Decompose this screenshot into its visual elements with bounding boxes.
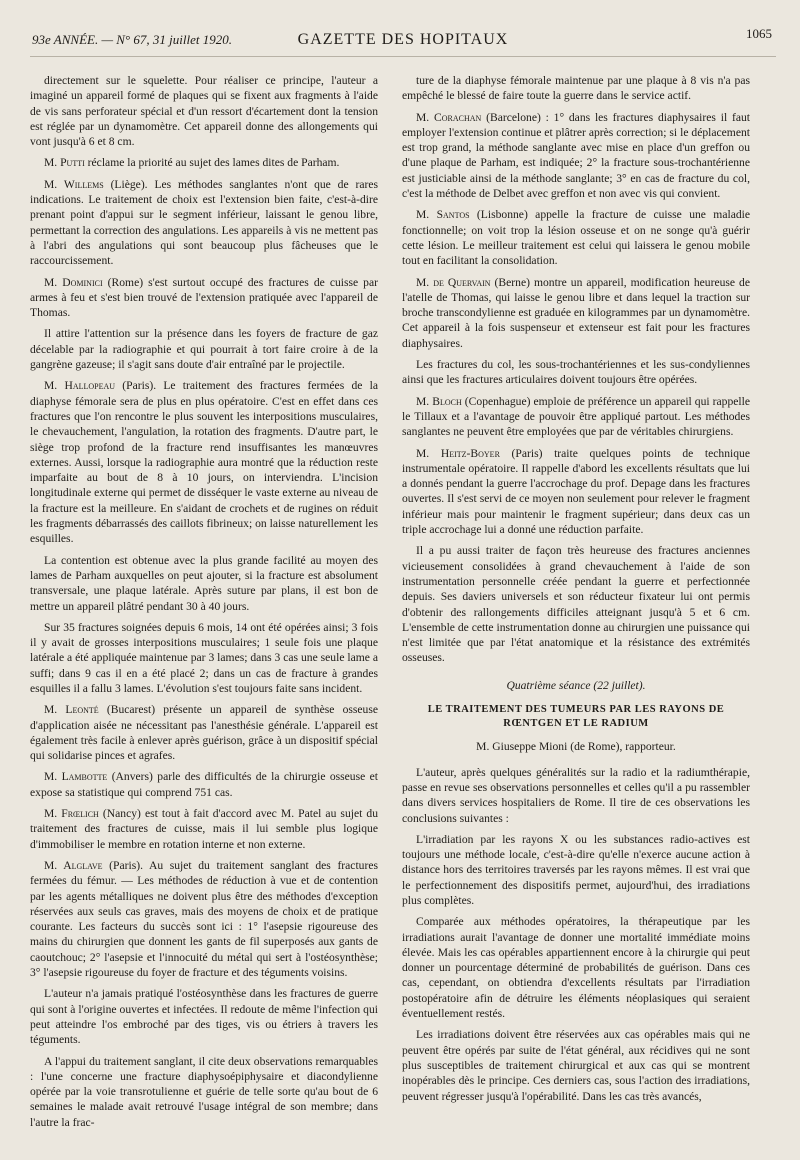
paragraph-text: ture de la diaphyse fémorale maintenue par une plaque à 8 vis n'a pas empêché le blessé de faire toute la guerre dans le service actif. — [402, 74, 750, 103]
speaker-name: M. Lambotte — [44, 770, 108, 784]
speaker-name: M. Corachan — [416, 110, 482, 124]
paragraph — [402, 832, 750, 908]
paragraph — [402, 357, 750, 388]
paragraph — [30, 155, 378, 170]
paragraph-text: (Barcelone) : 1° dans les fractures diaphysaires il faut employer l'extension continue et plâtrer après correction; si le déplacement est trop grand, la méthode sanglante avec mise en place d'un greffon ou d'une plaque de Parham, est indiquée; 2° la fracture sous-trochantérienne est justiciable ainsi de la méthode sanglante; 3° en cas de fracture du col, c'est la méthode de Delbet avec greffon et non avec vis qui convient. — [402, 110, 750, 201]
paragraph-text: A l'appui du traitement sanglant, il cite deux observations remarquables : l'une concerne une fracture diaphysoépiphysaire et diacondylienne opérée par la voie transrotulienne et guérie de telle sorte qu'au bout de 6 semaines le malade avait retrouvé l'usage intégral de son membre; dans l'autre la frac- — [30, 1054, 378, 1129]
paragraph-text: La contention est obtenue avec la plus grande facilité au moyen des lames de Parham auxquelles on peut ajouter, si la fracture est absolument transversale, une plaque latérale. Après suture par plans, il est bon de mettre un appareil plâtré pendant 30 à 40 jours. — [30, 553, 378, 613]
paragraph-text: Les fractures du col, les sous-trochantériennes et les sus-condyliennes ainsi que les fractures articulaires doivent toujours être opérées. — [402, 358, 750, 387]
paragraph — [402, 765, 750, 826]
speaker-name: M. Willems — [44, 177, 104, 191]
paragraph-text: Les irradiations doivent être réservées aux cas opérables mais qui ne peuvent être opérés par suite de l'état général, aux récidives qui ne sont plus susceptibles de traitement chirurgical et aux cas qui se montrent inopérables dès le principe. Ces derniers cas, sous l'action des irradiations, peuvent régresser jusqu'à l'opérabilité. Dans les cas très avancés, — [402, 1028, 750, 1103]
speaker-name: M. de Quervain — [416, 275, 491, 289]
speaker-name: M. Putti — [44, 156, 85, 170]
paragraph — [402, 275, 750, 351]
paragraph — [30, 326, 378, 372]
paragraph — [402, 1027, 750, 1103]
paragraph-text: (Berne) montre un appareil, modification heureuse de l'atelle de Thomas, qui laisse le genou libre et dans lequel la traction sur broche transcondylienne est graduée en kilogrammes par un dynamomètre. Cet appareil à la fois suspenseur et extenseur est fait pour les fractures diaphysaires. — [402, 275, 751, 350]
paragraph-text: (Bucarest) présente un appareil de synthèse osseuse d'application aisée ne nécessitant pas l'anesthésie générale. L'appareil est également très facile à enlever après guérison, grâce à un dispositif spécial qui solidarise pinces et agrafes. — [30, 703, 379, 763]
paragraph — [402, 110, 750, 202]
paragraph-text: Sur 35 fractures soignées depuis 6 mois, 14 ont été opérées ainsi; 3 fois il y avait de grosses interpositions musculaires; 1 seule fois une plaque latérale a été appliquée maintenue par 3 lames; dans 3 cas une seule lame a suffi; dans 9 cas il en a été placé 2; dans un cas de fracture à grandes esquilles il a fallu 3 lames. L'évolution s'est toujours faite sans incident. — [30, 620, 378, 695]
speaker-name: M. Bloch — [416, 394, 462, 408]
paragraph — [402, 446, 750, 538]
paragraph — [30, 378, 378, 546]
paragraph-text: L'auteur n'a jamais pratiqué l'ostéosynthèse dans les fractures de guerre qui sont à l'origine ouvertes et infectées. Il redoute de même l'infection qui peut atteindre l'os embroché par des tiges, vis ou étriers à travers les téguments. — [30, 987, 378, 1047]
page-header — [30, 26, 776, 57]
speaker-name: M. Heitz-Boyer — [416, 446, 500, 460]
paragraph — [30, 769, 378, 800]
paragraph-text: (Copenhague) emploie de préférence un appareil qui rappelle le Tillaux et a l'avantage de pouvoir être appliqué partout. Les méthodes sanglantes ne peuvent être employées que par de véritables chirurgiens. — [402, 394, 750, 439]
right-column — [402, 73, 750, 1136]
paragraph — [30, 275, 378, 321]
paragraph-text: Il attire l'attention sur la présence dans les foyers de fracture de gaz décelable par la radiographie et qui pourrait à tort faire croire à de la gangrène gazeuse; il s'agit sans doute d'air entraîné par le projectile. — [30, 327, 378, 372]
paragraph — [30, 986, 378, 1047]
paragraph — [30, 702, 378, 763]
paragraph — [30, 177, 378, 269]
paragraph-text: (Paris) traite quelques points de technique instrumentale opératoire. Il rappelle d'abord les excellents résultats que lui a donnés pendant la guerre l'accrochage du prof. Depage dans les fractures ouvertes. Il s'est servi de ce moyen non seulement pour relever le fragment inférieur mais pour maintenir le fragment supérieur; dans deux cas un triple accrochage lui a donné une réduction parfaite. — [402, 446, 750, 537]
paragraph — [402, 543, 750, 665]
speaker-name: M. Santos — [416, 208, 470, 222]
paragraph-text: Comparée aux méthodes opératoires, la thérapeutique par les irradiations aurait l'avantage de donner une mortalité immédiate moins élevée. Mais les cas opérables appartiennent encore à la chirurgie qui peut donner un pourcentage déterminé de probabilités de guérison. Dans ces cas, cependant, on obtiendra d'excellents résultats par l'irradiation postopératoire afin de détruire les éléments néoplasiques qui seraient éventuellement restés. — [402, 915, 750, 1021]
journal-title: GAZETTE DES HOPITAUX — [297, 31, 509, 48]
paragraph-text: Il a pu aussi traiter de façon très heureuse des fractures anciennes vicieusement consolidées à grand chevauchement à l'aide de son instrumentation personnelle créée pendant la guerre et perfectionnée depuis. Ses daviers universels et son réducteur fixateur lui ont permis d'obtenir des rallongements difficiles atteignant jusqu'à 5 et 6 cm. L'ensemble de cette instrumentation donne au chirurgien une puissance qui n'est limitée que par l'état anatomique et la résistance des extrémités osseuses. — [402, 544, 750, 665]
paragraph — [30, 553, 378, 614]
left-column — [30, 73, 378, 1136]
right-column-top — [402, 73, 750, 666]
section-title: LE TRAITEMENT DES TUMEURS PAR LES RAYONS DE RŒNTGEN ET LE RADIUM — [427, 703, 725, 730]
paragraph-text: directement sur le squelette. Pour réaliser ce principe, l'auteur a imaginé un appareil formé de plaques qui se fixent aux fragments à l'aide de vis sans perforateur spécial et d'un ressort d'écartement dont la tension est réglée par un dynamomètre. Cet appareil donne des allongements qui vont jusqu'à 6 et 8 cm. — [30, 74, 378, 149]
paragraph-text: (Rome) s'est surtout occupé des fractures de cuisse par armes à feu et s'est bien trouvé de l'extension pratiquée avec l'appareil de Thomas. — [30, 275, 378, 320]
rapporteur-line: M. Giuseppe Mioni (de Rome), rapporteur. — [476, 740, 676, 754]
paragraph-text: (Paris). Le traitement des fractures fermées de la diaphyse fémorale sera de plus en plus opératoire. C'est en effet dans ces fractures que l'on rencontre le plus souvent les interpositions musculaires, le chevauchement, l'angulation, la rotation des fragments. D'autre part, le siège trop profond de la fracture rend insuffisantes les manœuvres externes. Aussi, lorsque la radiographie aura montré que la réduction reste imparfaite au bout de 8 à 10 jours, on interviendra. L'incision longitudinale externe qui permet de disséquer le vaste externe au niveau de la fracture est la meilleure. En s'aidant de crochets et de rugines on réduit les fragments débarrassés des caillots fibrineux; on laisse naturellement les esquilles. — [30, 379, 378, 546]
paragraph — [30, 806, 378, 852]
paragraph — [402, 207, 750, 268]
paragraph-text: réclame la priorité au sujet des lames dites de Parham. — [84, 156, 340, 170]
paragraph — [30, 858, 378, 980]
paragraph — [402, 914, 750, 1021]
paragraph — [402, 73, 750, 104]
paragraph-text: L'auteur, après quelques généralités sur la radio et la radiumthérapie, passe en revue ses observations personnelles et celles qu'il a pu rassembler dans divers services hospitaliers de Rome. Il tire de ces observations les conclusions suivantes : — [402, 765, 750, 825]
paragraph-text: L'irradiation par les rayons X ou les substances radio-actives est toujours une méthode locale, c'est-à-dire qu'elle n'exerce aucune action à distance hors des territoires traversés par les rayons mêmes. Il est vrai que le perfectionnement des dispositifs permet, aujourd'hui, des irradiations plus complètes. — [402, 832, 750, 907]
speaker-name: M. Alglave — [44, 858, 103, 872]
paragraph-text: (Lisbonne) appelle la fracture de cuisse une maladie fonctionnelle; on voit trop la lésion osseuse et on ne songe qu'à guérir cette lésion. Le meilleur traitement est celui qui laissera le genou mobile tout en facilitant la consolidation. — [402, 208, 751, 268]
page-number: 1065 — [746, 26, 772, 41]
speaker-name: M. Dominici — [44, 275, 103, 289]
speaker-name: M. Frœlich — [44, 807, 99, 821]
paragraph-text: (Nancy) est tout à fait d'accord avec M. Patel au sujet du traitement des fractures de cuisse, mais il lui semble plus logique d'immobiliser le membre en rotation interne et non externe. — [30, 807, 378, 851]
paragraph-text: (Paris). Au sujet du traitement sanglant des fractures fermées du fémur. — Les méthodes de réduction à vue et de contention par les agents métalliques ne doivent plus être des méthodes d'exception réservées aux seuls cas graves, mais des moyens de choix et de pratique courante. Les facteurs du succès sont ici : 1° l'asepsie rigoureuse des mains du chirurgien que donnent les gants de fil superposés aux gants de caoutchouc; 2° l'asepsie et l'innocuité du métal qui sert à l'ostéosynthèse; 3° l'asepsie rigoureuse du foyer de fracture et des téguments voisins. — [30, 858, 378, 980]
speaker-name: M. Hallopeau — [44, 379, 116, 393]
paragraph — [30, 1054, 378, 1130]
paragraph-text: (Anvers) parle des difficultés de la chirurgie osseuse et expose sa statistique qui comprend 751 cas. — [30, 770, 378, 799]
issue-info: 93e ANNÉE. — N° 67, 31 juillet 1920. — [32, 32, 232, 47]
speaker-name: M. Leonté — [44, 703, 99, 717]
session-heading: Quatrième séance (22 juillet). — [506, 678, 646, 692]
paragraph — [30, 73, 378, 149]
right-column-bottom — [402, 765, 750, 1104]
paragraph — [30, 620, 378, 696]
paragraph-text: (Liège). Les méthodes sanglantes n'ont que de rares indications. Le traitement de choix est l'extension bien faite, c'est-à-dire prenant point d'appui sur le segment inférieur, laissant le genou libre, permettant la correction des angulations. Les appareils à vis ne mettent pas à l'abri des angulations qui sont beaucoup plus fâcheuses que le raccourcissement. — [30, 177, 378, 268]
paragraph — [402, 394, 750, 440]
